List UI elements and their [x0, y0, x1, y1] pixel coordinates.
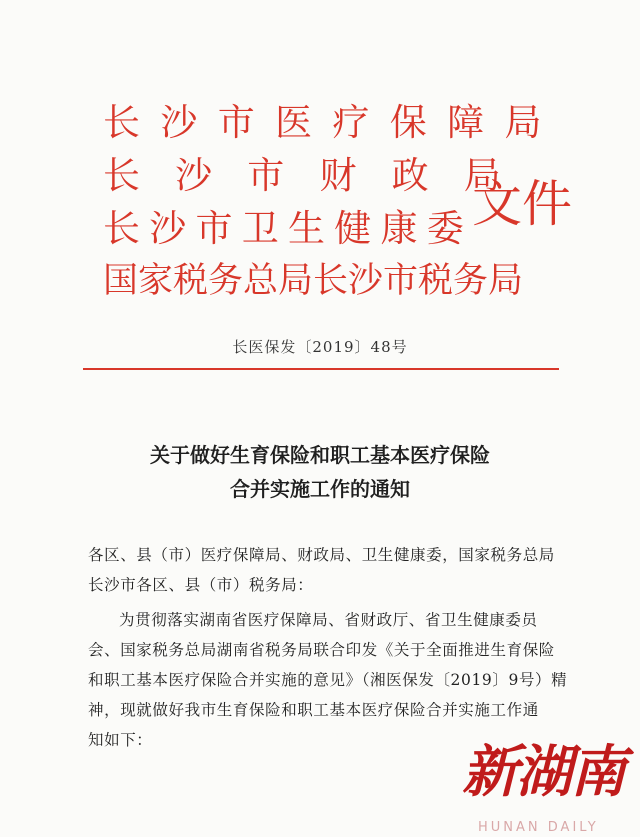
body-line: 和职工基本医疗保险合并实施的意见》（湘医保发〔2019〕9号）精 [88, 671, 568, 689]
issuer-line: 国家税务总局长沙市税务局 [103, 261, 524, 301]
document-number: 长医保发〔2019〕48号 [232, 338, 408, 356]
body-line: 为贯彻落实湖南省医疗保障局、省财政厅、省卫生健康委员 [119, 611, 538, 629]
addressee-line: 长沙市各区、县（市）税务局： [88, 576, 314, 594]
document-suffix: 文件 [472, 175, 572, 233]
document-title [0, 438, 640, 506]
addressee-line: 各区、县（市）医疗保障局、财政局、卫生健康委，国家税务总局 [88, 546, 555, 564]
issuer-line: 长沙市医疗保障局 [103, 101, 562, 144]
title-line: 关于做好生育保险和职工基本医疗保险 [150, 443, 490, 467]
body-line: 知如下： [88, 731, 153, 749]
issuer-line: 长沙市财政局 [103, 154, 536, 197]
watermark-subtext: HUNAN DAILY [478, 820, 599, 835]
title-line: 合并实施工作的通知 [230, 477, 410, 501]
red-divider [83, 368, 559, 370]
body-paragraph [88, 605, 568, 755]
issuer-line: 长沙市卫生健康委 [103, 207, 473, 250]
addressee [88, 540, 568, 600]
body-line: 神，现就做好我市生育保险和职工基本医疗保险合并实施工作通 [88, 701, 539, 719]
body-line: 会、国家税务总局湖南省税务局联合印发《关于全面推进生育保险 [88, 641, 555, 659]
watermark-logo: 新湖南 [462, 740, 624, 805]
